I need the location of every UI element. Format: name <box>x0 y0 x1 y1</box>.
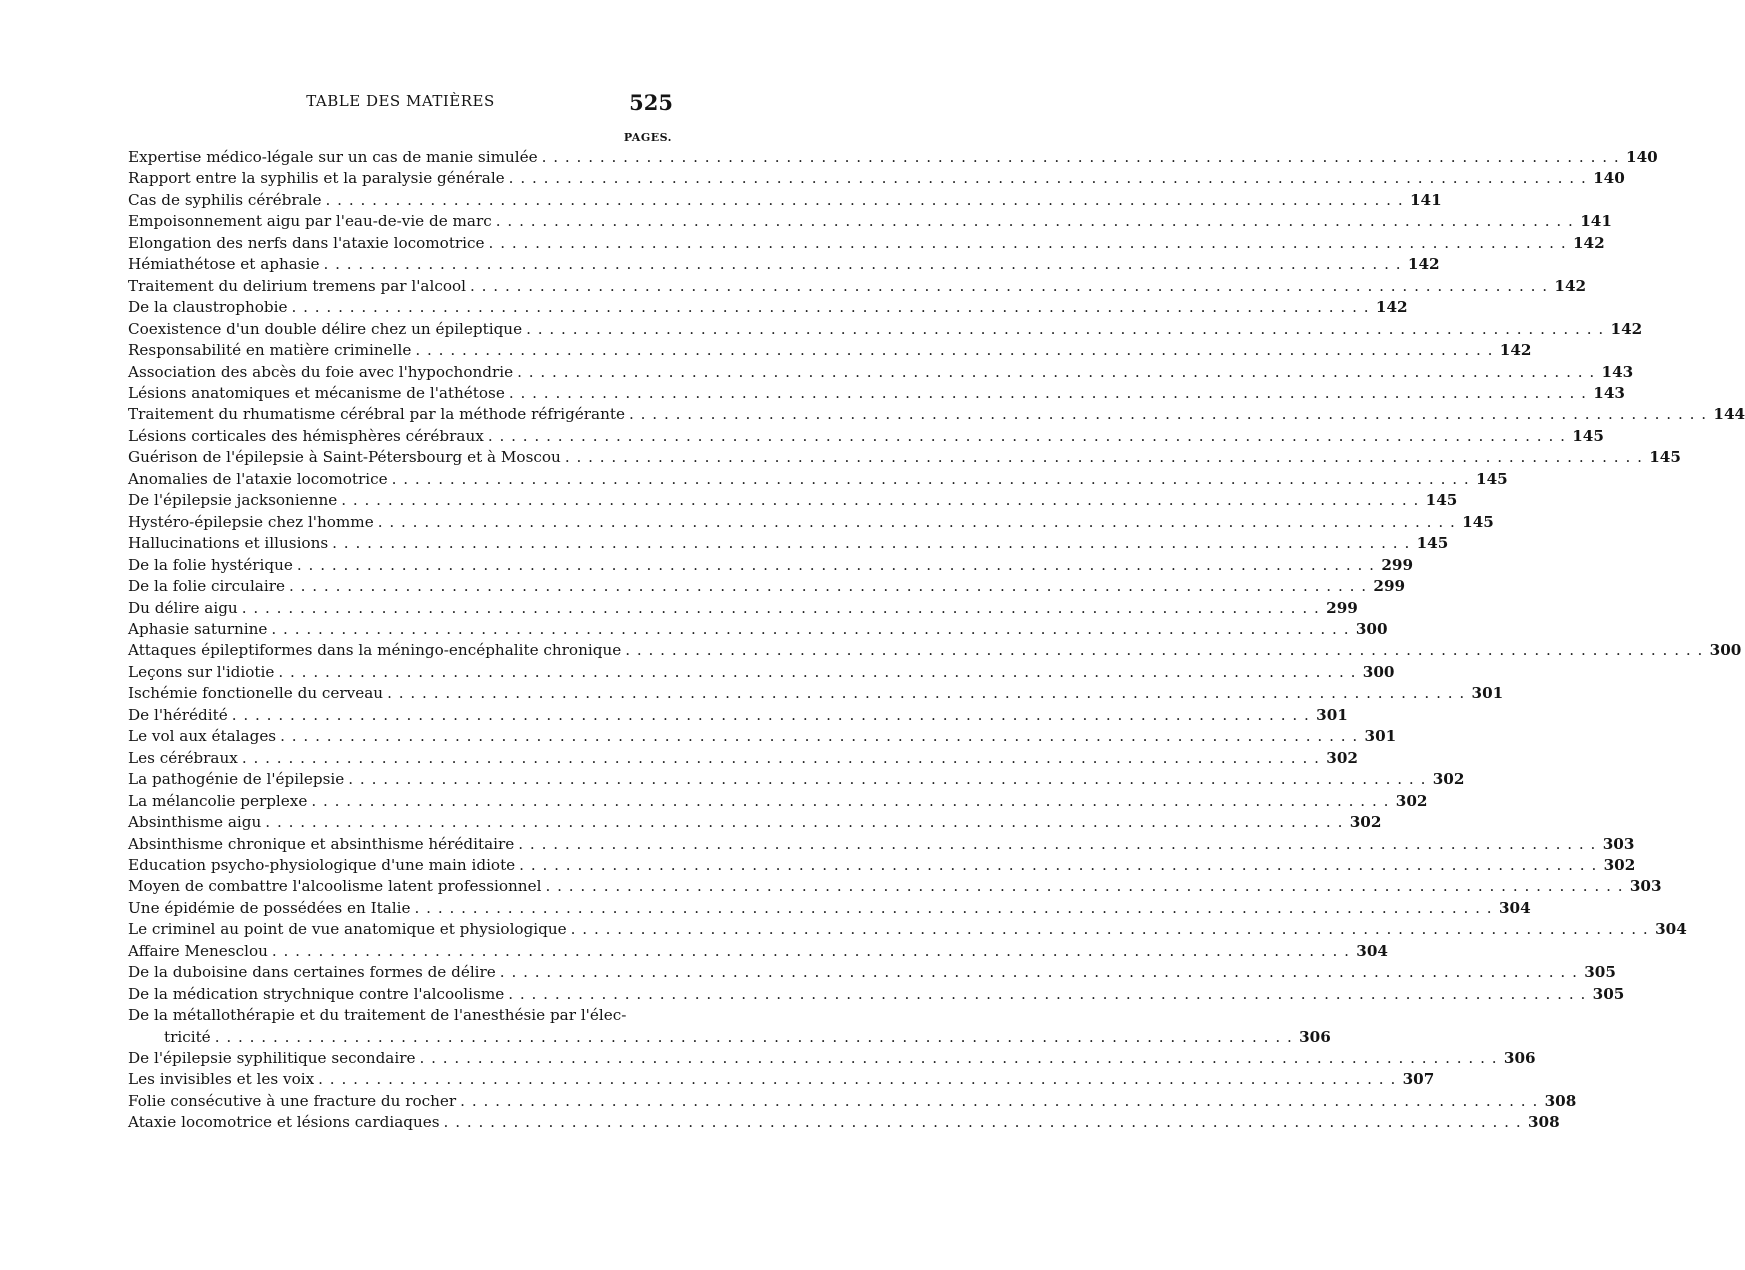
dot-leader <box>489 233 1567 254</box>
dot-leader <box>415 340 1493 361</box>
toc-entry <box>128 276 1587 297</box>
dot-leader <box>517 362 1595 383</box>
dot-leader <box>509 168 1587 189</box>
toc-entry-page: 300 <box>1355 619 1388 638</box>
toc-entry <box>128 533 1449 554</box>
toc-entry-page: 145 <box>1476 469 1508 488</box>
dot-leader <box>387 683 1465 704</box>
toc-entry <box>128 233 1605 254</box>
toc-entry-page: 141 <box>1580 212 1612 231</box>
toc-entry <box>128 726 1397 747</box>
dot-leader <box>509 383 1587 404</box>
dot-leader <box>272 941 1350 962</box>
toc-entry <box>128 383 1625 404</box>
toc-entry-title: Elongation des nerfs dans l'ataxie locomotrice <box>128 233 485 252</box>
toc-entry <box>128 1091 1577 1112</box>
toc-entry-title: Leçons sur l'idiotie <box>128 662 275 681</box>
toc-entry <box>128 640 1742 661</box>
toc-entry-page: 304 <box>1498 898 1531 917</box>
toc-entry-page: 306 <box>1299 1027 1331 1046</box>
toc-entry-title: Les cérébraux <box>128 748 238 767</box>
dot-leader <box>571 919 1649 940</box>
toc-entry-page: 300 <box>1362 662 1395 681</box>
toc-entry-page: 308 <box>1544 1091 1577 1110</box>
toc-entry <box>128 469 1508 490</box>
toc-entry-title: Absinthisme aigu <box>128 813 262 832</box>
toc-entry-page: 145 <box>1649 448 1681 467</box>
toc-entry <box>128 340 1532 361</box>
toc-entry-title: Hémiathétose et aphasie <box>128 255 320 274</box>
toc-entry-title: Traitement du rhumatisme cérébral par la méthode réfrigérante <box>128 405 625 424</box>
toc-entry <box>128 769 1465 790</box>
toc-entry <box>128 855 1636 876</box>
toc-entry-title: Attaques épileptiformes dans la méningo-encéphalite chronique <box>128 641 622 660</box>
toc-entry <box>128 962 1616 983</box>
toc-entry <box>128 984 1625 1005</box>
toc-entry-title: Folie consécutive à une fracture du rocher <box>128 1091 457 1110</box>
toc-entry-page: 308 <box>1527 1113 1560 1132</box>
toc-entry-wrapped-line2 <box>128 1027 1331 1048</box>
toc-entry-wrapped-line1 <box>128 1005 673 1026</box>
dot-leader <box>341 490 1419 511</box>
toc-entry <box>128 512 1494 533</box>
toc-entry-title: Responsabilité en matière criminelle <box>128 341 412 360</box>
toc-entry-title: De l'épilepsie jacksonienne <box>128 491 338 510</box>
toc-entry-page: 144 <box>1713 405 1745 424</box>
dot-leader <box>280 726 1358 747</box>
dot-leader <box>232 705 1310 726</box>
dot-leader <box>444 1112 1522 1133</box>
toc-entry-page: 301 <box>1471 684 1504 703</box>
toc-entry-title: Association des abcès du foie avec l'hypochondrie <box>128 362 514 381</box>
toc-entry-title-continued: tricité <box>164 1027 211 1046</box>
toc-entry-title: Lésions anatomiques et mécanisme de l'athétose <box>128 383 505 402</box>
toc-entry <box>128 1048 1536 1069</box>
toc-entry <box>128 705 1348 726</box>
toc-entry <box>128 319 1643 340</box>
toc-entry <box>128 447 1681 468</box>
toc-entry-title: La mélancolie perplexe <box>128 791 308 810</box>
toc-entry-title: De la folie hystérique <box>128 555 293 574</box>
toc-entry-title: De la duboisine dans certaines formes de délire <box>128 963 496 982</box>
toc-entry-title: Du délire aigu <box>128 598 238 617</box>
dot-leader <box>419 1048 1497 1069</box>
dot-leader <box>488 426 1566 447</box>
toc-entry-title: Moyen de combattre l'alcoolisme latent professionnel <box>128 877 542 896</box>
dot-leader <box>265 812 1343 833</box>
dot-leader <box>297 555 1375 576</box>
toc-entry-page: 143 <box>1601 362 1634 381</box>
toc-entry-title: Le vol aux étalages <box>128 727 277 746</box>
dot-leader <box>460 1091 1538 1112</box>
toc-entry-page: 305 <box>1592 984 1625 1003</box>
toc-entry-page: 299 <box>1373 577 1406 596</box>
toc-entry-page: 145 <box>1572 426 1604 445</box>
toc-entry <box>128 190 1442 211</box>
toc-entry-title: Cas de syphilis cérébrale <box>128 190 322 209</box>
toc-entry-page: 142 <box>1499 341 1532 360</box>
toc-entry-title: De la claustrophobie <box>128 298 288 317</box>
toc-entry-title: De l'hérédité <box>128 705 228 724</box>
toc-entry-title: Coexistence d'un double délire chez un épileptique <box>128 319 523 338</box>
toc-entry <box>128 168 1625 189</box>
toc-entry-page: 145 <box>1416 534 1449 553</box>
toc-entry <box>128 297 1408 318</box>
toc-entry-title: Une épidémie de possédées en Italie <box>128 898 411 917</box>
dot-leader <box>496 211 1574 232</box>
toc-entry-page: 302 <box>1326 748 1358 767</box>
dot-leader <box>545 876 1623 897</box>
toc-entry-title: De la métallothérapie et du traitement de l'anesthésie par l'élec- <box>128 1006 627 1025</box>
dot-leader <box>392 469 1470 490</box>
toc-entry <box>128 1069 1435 1090</box>
toc-entry-page: 304 <box>1655 920 1687 939</box>
toc-entry <box>128 362 1634 383</box>
dot-leader <box>518 834 1596 855</box>
toc-entry-page: 305 <box>1584 963 1616 982</box>
dot-leader <box>415 898 1493 919</box>
dot-leader <box>542 147 1620 168</box>
toc-entry <box>128 598 1358 619</box>
toc-entry <box>128 919 1687 940</box>
toc-entry-title: La pathogénie de l'épilepsie <box>128 770 345 789</box>
toc-entry-title: Lésions corticales des hémisphères cérébraux <box>128 426 484 445</box>
toc-entry-page: 142 <box>1375 298 1408 317</box>
toc-entry-page: 140 <box>1593 169 1625 188</box>
dot-leader <box>323 254 1401 275</box>
toc-entry-page: 306 <box>1503 1049 1536 1068</box>
toc-entry-page: 302 <box>1395 791 1428 810</box>
toc-entry-page: 299 <box>1381 555 1414 574</box>
toc-entry <box>128 426 1604 447</box>
dot-leader <box>500 962 1578 983</box>
toc-entry-title: De la folie circulaire <box>128 577 285 596</box>
toc-entry-page: 301 <box>1364 727 1397 746</box>
toc-entry <box>128 147 1658 168</box>
toc-entry <box>128 555 1414 576</box>
toc-entry-page: 142 <box>1610 319 1643 338</box>
dot-leader <box>629 404 1707 425</box>
toc-entry <box>128 748 1358 769</box>
dot-leader <box>326 190 1404 211</box>
toc-entry <box>128 662 1395 683</box>
toc-entry <box>128 834 1635 855</box>
toc-entry <box>128 1112 1560 1133</box>
toc-entry <box>128 490 1458 511</box>
dot-leader <box>242 748 1320 769</box>
toc-entry-page: 140 <box>1626 148 1658 166</box>
dot-leader <box>565 447 1643 468</box>
toc-entry-title: Le criminel au point de vue anatomique et physiologique <box>128 920 567 939</box>
toc-entry <box>128 619 1388 640</box>
toc-entry-page: 302 <box>1603 855 1636 874</box>
toc-entry-title: Education psycho-physiologique d'une main idiote <box>128 855 516 874</box>
toc-entry-title: Ischémie fonctionelle du cerveau <box>128 684 384 703</box>
toc-entry-title: De l'épilepsie syphilitique secondaire <box>128 1049 416 1068</box>
toc-entry-page: 302 <box>1349 813 1382 832</box>
dot-leader <box>526 319 1604 340</box>
dot-leader <box>519 855 1597 876</box>
toc-entry-title: Absinthisme chronique et absinthisme héréditaire <box>128 834 515 853</box>
toc-entry <box>128 791 1428 812</box>
toc-entry-title: Ataxie locomotrice et lésions cardiaques <box>128 1113 440 1132</box>
toc-entry-title: Traitement du delirium tremens par l'alcool <box>128 276 466 295</box>
toc-entry <box>128 898 1531 919</box>
toc-entry-page: 302 <box>1432 770 1465 789</box>
toc-entry-title: Empoisonnement aigu par l'eau-de-vie de marc <box>128 212 492 231</box>
pages-column-label: PAGES. <box>623 131 672 144</box>
dot-leader <box>470 276 1548 297</box>
dot-leader <box>215 1027 1293 1048</box>
toc-entry-page: 307 <box>1402 1070 1435 1089</box>
running-title: TABLE DES MATIÈRES <box>306 92 495 110</box>
toc-entry-title: Hystéro-épilepsie chez l'homme <box>128 512 374 531</box>
toc-entry <box>128 211 1612 232</box>
dot-leader <box>332 533 1410 554</box>
toc-entry <box>128 876 1662 897</box>
dot-leader <box>318 1069 1396 1090</box>
toc-entry-page: 142 <box>1572 233 1605 252</box>
toc-entry-page: 143 <box>1593 383 1625 402</box>
toc-entry-page: 142 <box>1554 276 1587 295</box>
toc-entry-title: Affaire Menesclou <box>128 941 268 960</box>
toc-entry-page: 142 <box>1407 255 1440 274</box>
dot-leader <box>508 984 1586 1005</box>
toc-entry-title: Expertise médico-légale sur un cas de manie simulée <box>128 148 538 166</box>
toc-entry-page: 299 <box>1326 598 1358 617</box>
toc-entry-title: Hallucinations et illusions <box>128 534 329 553</box>
dot-leader <box>291 297 1369 318</box>
dot-leader <box>242 598 1320 619</box>
page-number: 525 <box>629 90 673 115</box>
toc-entry-page: 145 <box>1462 512 1494 531</box>
toc-entry-title: Les invisibles et les voix <box>128 1070 315 1089</box>
toc-entry-page: 304 <box>1356 941 1388 960</box>
toc-entry-title: Aphasie saturnine <box>128 619 268 638</box>
toc-entry-title: De la médication strychnique contre l'alcoolisme <box>128 984 505 1003</box>
dot-leader <box>378 512 1456 533</box>
page-header <box>128 92 673 120</box>
toc-entry-title: Guérison de l'épilepsie à Saint-Pétersbourg et à Moscou <box>128 448 561 467</box>
table-of-contents <box>128 147 1745 1134</box>
dot-leader <box>311 791 1389 812</box>
toc-entry-page: 303 <box>1629 877 1662 896</box>
dot-leader <box>271 619 1349 640</box>
toc-entry <box>128 404 1745 425</box>
toc-entry <box>128 812 1382 833</box>
toc-entry-page: 300 <box>1709 641 1742 660</box>
dot-leader <box>625 640 1703 661</box>
toc-entry <box>128 683 1504 704</box>
dot-leader <box>289 576 1367 597</box>
toc-entry <box>128 576 1406 597</box>
toc-entry <box>128 254 1440 275</box>
toc-entry-title: Anomalies de l'ataxie locomotrice <box>128 469 388 488</box>
toc-entry-page: 145 <box>1425 491 1458 510</box>
toc-entry-page: 301 <box>1316 705 1348 724</box>
dot-leader <box>348 769 1426 790</box>
toc-entry-page: 141 <box>1409 190 1442 209</box>
toc-entry <box>128 941 1388 962</box>
toc-entry-title: Rapport entre la syphilis et la paralysie générale <box>128 169 505 188</box>
dot-leader <box>278 662 1356 683</box>
toc-entry-page: 303 <box>1602 834 1635 853</box>
